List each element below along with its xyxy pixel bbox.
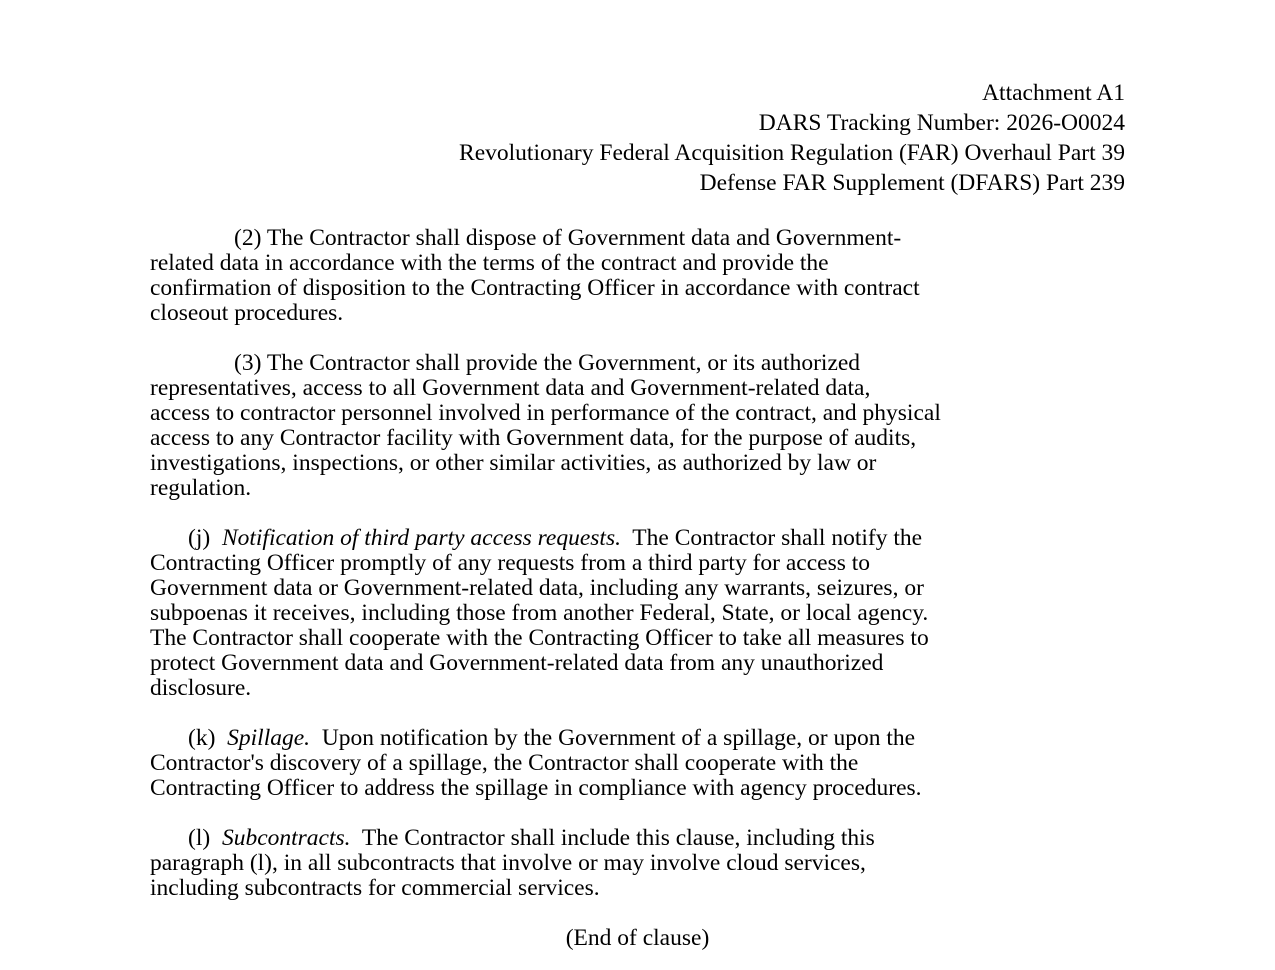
paragraph-line: Contracting Officer to address the spillage in compliance with agency procedures. bbox=[150, 775, 922, 801]
paragraph-line: related data in accordance with the terms of the contract and provide the bbox=[150, 250, 829, 276]
tracking-number: DARS Tracking Number: 2026-O0024 bbox=[758, 110, 1125, 136]
paragraph-k bbox=[150, 726, 922, 801]
paragraph-line: The Contractor shall cooperate with the Contracting Officer to take all measures to bbox=[150, 625, 929, 651]
far-part-title: Revolutionary Federal Acquisition Regulation (FAR) Overhaul Part 39 bbox=[459, 140, 1125, 166]
paragraph-j bbox=[150, 526, 929, 701]
end-of-clause: (End of clause) bbox=[565, 925, 710, 951]
paragraph-text: The Contractor shall include this clause, including this bbox=[350, 825, 875, 851]
paragraph-line: (2) The Contractor shall dispose of Government data and Government- bbox=[234, 225, 902, 251]
paragraph-line: regulation. bbox=[150, 475, 252, 501]
paragraph-text: Upon notification by the Government of a spillage, or upon the bbox=[310, 725, 916, 751]
paragraph-2 bbox=[150, 226, 920, 326]
paragraph-marker: (l) bbox=[188, 825, 222, 851]
paragraph-line: Contracting Officer promptly of any requests from a third party for access to bbox=[150, 550, 871, 576]
paragraph-first-line bbox=[150, 826, 875, 851]
paragraph-line: representatives, access to all Government data and Government-related data, bbox=[150, 375, 871, 401]
paragraph-line: investigations, inspections, or other similar activities, as authorized by law or bbox=[150, 450, 877, 476]
paragraph-line: Contractor's discovery of a spillage, the Contractor shall cooperate with the bbox=[150, 750, 859, 776]
paragraph-line: paragraph (l), in all subcontracts that involve or may involve cloud services, bbox=[150, 850, 866, 876]
paragraph-line: closeout procedures. bbox=[150, 300, 344, 326]
paragraph-line: access to contractor personnel involved in performance of the contract, and physical bbox=[150, 400, 941, 426]
paragraph-line: subpoenas it receives, including those from another Federal, State, or local agency. bbox=[150, 600, 929, 626]
document-page bbox=[150, 78, 1125, 951]
paragraph-l bbox=[150, 826, 875, 901]
paragraph-first-line bbox=[150, 726, 922, 751]
paragraph-marker: (j) bbox=[188, 525, 222, 551]
paragraph-line: access to any Contractor facility with Government data, for the purpose of audits, bbox=[150, 425, 917, 451]
paragraph-heading: Spillage. bbox=[227, 725, 311, 751]
paragraph-line: Government data or Government-related data, including any warrants, seizures, or bbox=[150, 575, 924, 601]
document-header bbox=[150, 78, 1125, 198]
paragraph-marker: (k) bbox=[188, 725, 228, 751]
paragraph-line: including subcontracts for commercial services. bbox=[150, 875, 600, 901]
paragraph-text: The Contractor shall notify the bbox=[620, 525, 923, 551]
paragraph-line: disclosure. bbox=[150, 675, 252, 701]
paragraph-line: (3) The Contractor shall provide the Government, or its authorized bbox=[234, 350, 861, 376]
dfars-part-title: Defense FAR Supplement (DFARS) Part 239 bbox=[699, 170, 1125, 196]
paragraph-heading: Subcontracts. bbox=[221, 825, 351, 851]
paragraph-line: protect Government data and Government-related data from any unauthorized bbox=[150, 650, 884, 676]
attachment-label: Attachment A1 bbox=[982, 80, 1125, 106]
paragraph-line: confirmation of disposition to the Contracting Officer in accordance with contract bbox=[150, 275, 920, 301]
paragraph-first-line bbox=[150, 526, 929, 551]
paragraph-heading: Notification of third party access requests. bbox=[221, 525, 621, 551]
paragraph-3 bbox=[150, 351, 941, 501]
